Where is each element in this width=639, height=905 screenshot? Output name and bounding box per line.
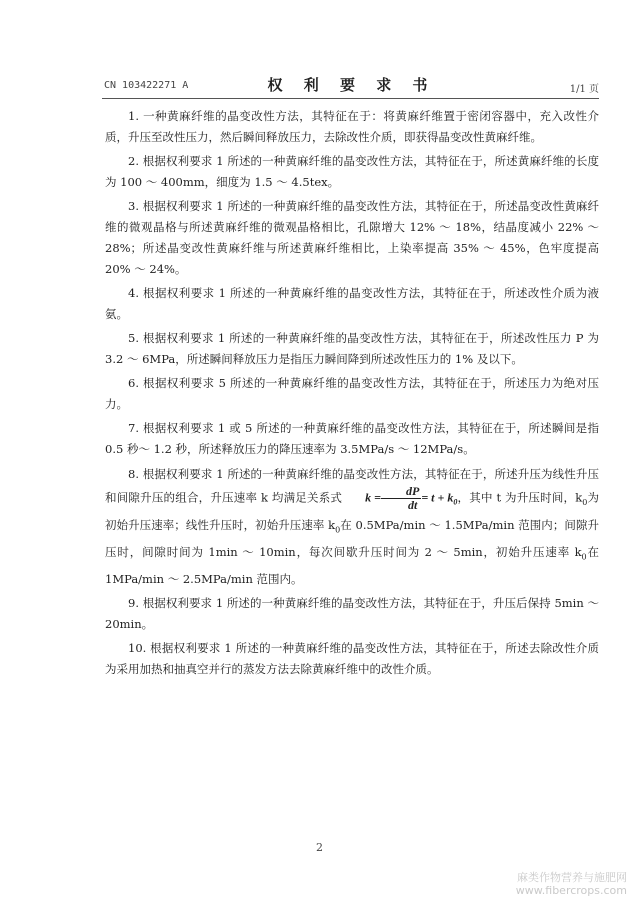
claim-8-text-after-d: 在 1MPa/min ～ 2.5MPa/min 范围内。 <box>105 545 599 587</box>
watermark-line-1: 麻类作物营养与施肥网 <box>517 871 627 884</box>
claim-2: 2. 根据权利要求 1 所述的一种黄麻纤维的晶变改性方法，其特征在于，所述黄麻纤维的长度为 100 ～ 400mm，细度为 1.5 ～ 4.5tex。 <box>105 154 599 189</box>
claims-body <box>105 106 599 683</box>
site-watermark <box>516 871 627 897</box>
formula-fraction <box>381 485 421 512</box>
claim-8-text-before: 8. 根据权利要求 1 所述的一种黄麻纤维的晶变改性方法，其特征在于，所述升压为线性升压和间隙升压的组合，升压速率 k 均满足关系式 <box>105 467 599 505</box>
claim-8-text-after-a: ，其中 t 为升压时间，k <box>457 490 583 505</box>
claim-10: 10. 根据权利要求 1 所述的一种黄麻纤维的晶变改性方法，其特征在于，所述去除改性介质为采用加热和抽真空并行的蒸发方法去除黄麻纤维中的改性介质。 <box>105 641 599 677</box>
claim-1: 1. 一种黄麻纤维的晶变改性方法，其特征在于：将黄麻纤维置于密闭容器中，充入改性介质，升压至改性压力，然后瞬间释放压力，去除改性介质，即获得晶变改性黄麻纤维。 <box>105 109 599 144</box>
page-indicator: 1/1 页 <box>569 84 599 95</box>
claim-8-text-after-c: 在 0.5MPa/min ～ 1.5MPa/min 范围内；间隙升压时，间隙时间为 1min ～ 10min，每次间歇升压时间为 2 ～ 5min，初始升压速率 k <box>105 517 599 560</box>
k0-subscript-2: 0 <box>335 525 341 535</box>
rate-formula <box>342 485 457 512</box>
k0-subscript-3: 0 <box>581 552 587 562</box>
claim-8 <box>105 463 599 590</box>
claim-7: 7. 根据权利要求 1 或 5 所述的一种黄麻纤维的晶变改性方法，其特征在于，所述瞬间是指 0.5 秒～ 1.2 秒，所述释放压力的降压速率为 3.5MPa/s ～ 12MPa/s。 <box>105 421 599 456</box>
formula-lhs: k = <box>365 490 381 505</box>
claim-8-text-after-b: 为初始升压速率；线性升压时，初始升压速率 k <box>105 490 600 532</box>
page-header <box>104 74 599 96</box>
claim-3: 3. 根据权利要求 1 所述的一种黄麻纤维的晶变改性方法，其特征在于，所述晶变改性黄麻纤维的微观晶格与所述黄麻纤维的微观晶格相比，孔隙增大 12% ～ 18%，结晶度减小 22% ～ 28%；所述晶变改性黄麻纤维与所述黄麻纤维相比，上染率提高 35% ～ 45%，色牢度提高 20% ～ 24%。 <box>105 199 599 276</box>
claim-6: 6. 根据权利要求 5 所述的一种黄麻纤维的晶变改性方法，其特征在于，所述压力为绝对压力。 <box>105 376 599 411</box>
formula-rhs: = t + k <box>421 490 454 505</box>
formula-denominator: dt <box>407 498 418 512</box>
claim-4: 4. 根据权利要求 1 所述的一种黄麻纤维的晶变改性方法，其特征在于，所述改性介质为液氨。 <box>105 286 599 321</box>
document-title: 权 利 要 求 书 <box>267 76 436 94</box>
formula-rhs-subscript: 0 <box>453 497 458 507</box>
watermark-line-2: www.fibercrops.com <box>515 884 627 897</box>
header-divider <box>102 98 599 99</box>
formula-numerator: dP <box>381 485 421 499</box>
k0-subscript-1: 0 <box>582 497 588 507</box>
claim-9: 9. 根据权利要求 1 所述的一种黄麻纤维的晶变改性方法，其特征在于，升压后保持 5min ～ 20min。 <box>105 596 599 632</box>
claim-5: 5. 根据权利要求 1 所述的一种黄麻纤维的晶变改性方法，其特征在于，所述改性压力 P 为 3.2 ～ 6MPa，所述瞬间释放压力是指压力瞬间降到所述改性压力的 1% 及以下。 <box>105 331 599 366</box>
document-number: CN 103422271 A <box>104 80 189 91</box>
page-number: 2 <box>316 841 323 854</box>
